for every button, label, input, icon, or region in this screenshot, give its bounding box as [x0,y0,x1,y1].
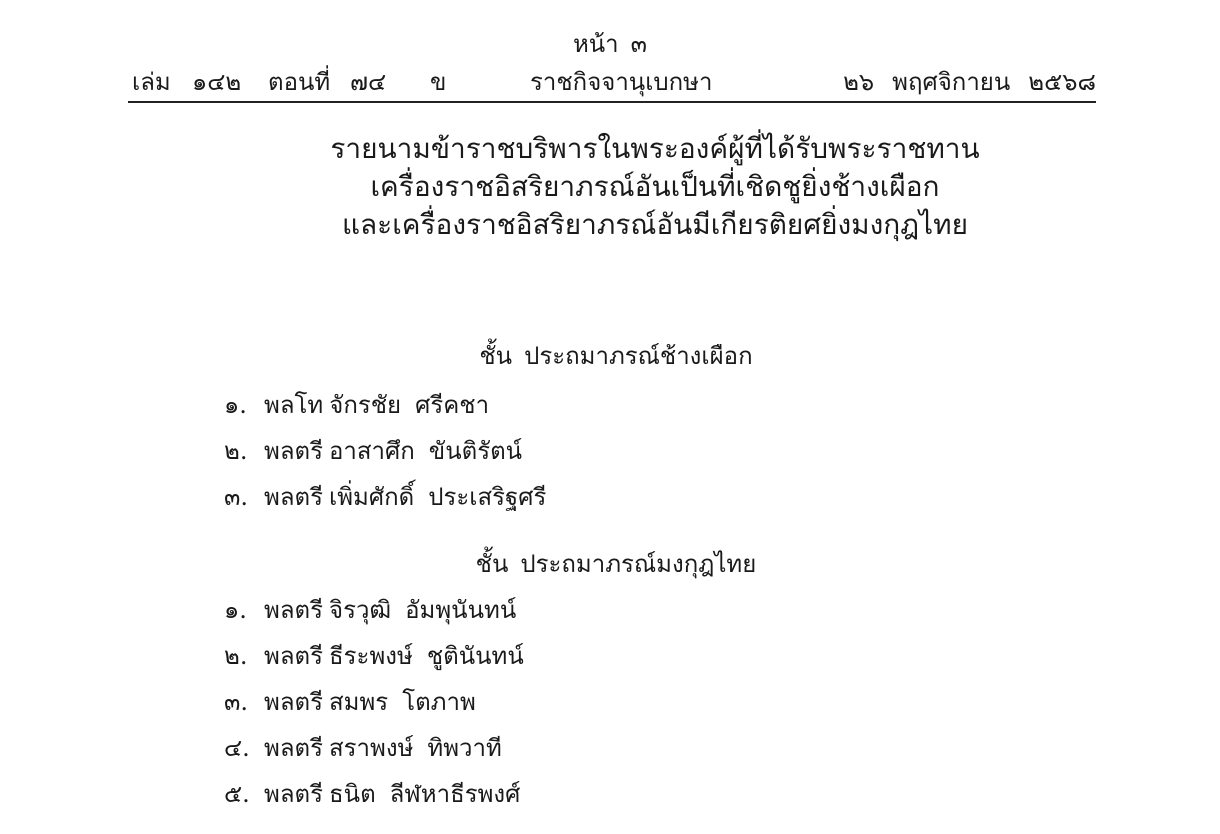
rank: พลตรี [264,596,324,624]
date-month: พฤศจิกายน [892,68,1011,96]
given-name: จักรชัย [329,391,402,419]
given-name: ธีระพงษ์ [329,642,413,670]
list-item [224,594,524,640]
surname: โตภาพ [402,688,476,716]
list-item [224,778,524,824]
rank: พลตรี [264,642,324,670]
class-name: ประถมาภรณ์ช้างเผือก [524,342,753,370]
item-number: ๑. [224,391,247,419]
item-number: ๓. [224,688,249,716]
surname: ประเสริฐศรี [428,483,547,511]
item-number: ๒. [224,437,248,465]
item-number: ๒. [224,642,248,670]
list-item [224,389,546,435]
page-number-value: ๓ [630,30,648,58]
title-line-1: รายนามข้าราชบริพารในพระองค์ผู้ที่ได้รับพระราชทาน [330,132,980,165]
surname: ศรีคชา [415,391,490,419]
title-line-3: และเครื่องราชอิสริยาภรณ์อันมีเกียรติยศยิ่งมงกุฎไทย [341,208,969,241]
recipient-list-crown-of-thailand [224,594,524,824]
rank: พลตรี [264,780,324,808]
class-label: ชั้น [475,550,509,578]
page-number-label: หน้า [572,30,619,58]
publication-name: ราชกิจจานุเบกษา [530,68,713,96]
rank: พลตรี [264,734,324,762]
class-heading-crown-of-thailand [0,548,1220,580]
publication-date [825,66,1096,98]
recipient-list-white-elephant [224,389,546,527]
rank: พลตรี [264,483,324,511]
surname: ชูตินันทน์ [426,642,524,670]
rank: พลตรี [264,437,324,465]
item-number: ๔. [224,734,250,762]
issue-label: ตอนที่ [268,68,331,96]
item-number: ๓. [224,483,249,511]
given-name: สมพร [329,688,389,716]
gazette-header [128,66,1096,100]
date-year: ๒๕๖๘ [1028,68,1096,96]
rank: พลตรี [264,688,324,716]
date-day: ๒๖ [843,68,875,96]
volume-label: เล่ม [132,68,171,96]
section-letter: ข [430,68,447,96]
given-name: จิรวุฒิ [329,596,392,624]
list-item [224,686,524,732]
rank: พลโท [264,391,324,419]
list-item [224,481,546,527]
list-item [224,732,524,778]
item-number: ๑. [224,596,247,624]
given-name: สราพงษ์ [329,734,414,762]
document-title [0,130,1220,244]
given-name: เพิ่มศักดิ์ [329,483,415,511]
issue-number: ๗๔ [350,68,387,96]
item-number: ๕. [224,780,250,808]
class-label: ชั้น [479,342,513,370]
page-number [0,28,1220,60]
surname: อัมพุนันทน์ [405,596,517,624]
title-line-2: เครื่องราชอิสริยาภรณ์อันเป็นที่เชิดชูยิ่งช้างเผือก [370,170,940,203]
class-heading-white-elephant [0,340,1220,372]
list-item [224,640,524,686]
surname: ขันติรัตน์ [428,437,523,465]
header-divider [128,101,1096,103]
volume-number: ๑๔๒ [192,68,242,96]
list-item [224,435,546,481]
given-name: ธนิต [329,780,376,808]
surname: ลีฬหาธีรพงศ์ [389,780,521,808]
surname: ทิพวาที [427,734,502,762]
class-name: ประถมาภรณ์มงกุฎไทย [520,550,757,578]
given-name: อาสาศึก [329,437,415,465]
